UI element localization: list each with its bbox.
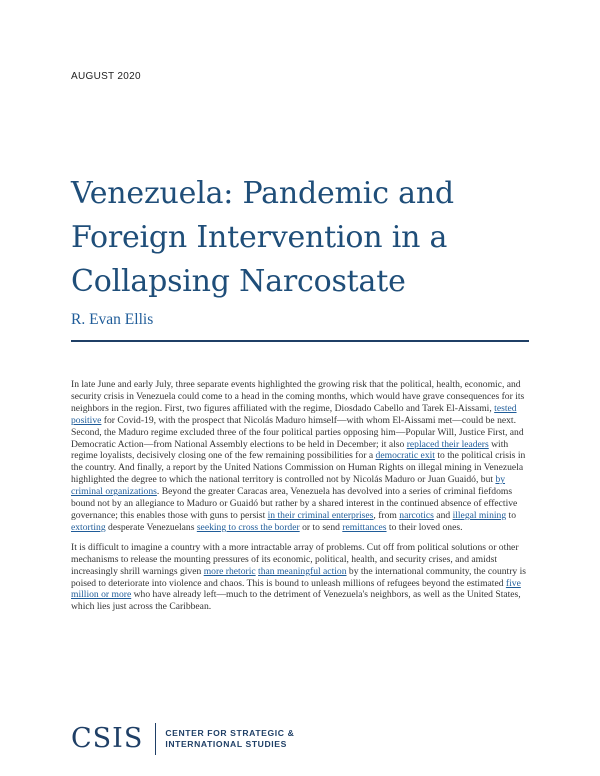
report-date: AUGUST 2020: [71, 71, 141, 82]
body-text: [71, 379, 529, 621]
inline-link[interactable]: more rhetoric: [203, 565, 256, 577]
csis-logo: CSIS: [71, 723, 144, 754]
footer: [71, 723, 294, 755]
title-line-2: Foreign Intervention in a: [71, 220, 448, 255]
inline-link[interactable]: illegal mining: [452, 509, 507, 521]
inline-link[interactable]: democratic exit: [375, 450, 435, 462]
inline-link[interactable]: remittances: [342, 521, 387, 533]
paragraph-text: to their loved ones.: [386, 521, 463, 533]
paragraph-text: desperate Venezuelans: [105, 521, 197, 533]
paragraph-text: , from: [373, 509, 400, 521]
organization-name-line-2: INTERNATIONAL STUDIES: [165, 739, 287, 749]
organization-name: [165, 728, 294, 751]
author-name: R. Evan Ellis: [71, 311, 154, 328]
paragraph-text: It is difficult to imagine a country with a more intractable array of problems. Cut off from political solutions or other mechanisms to release the mounting pressures of its economic, political, health, and security crises, and amidst increasingly shrill warnings given: [71, 541, 519, 577]
organization-name-line-1: CENTER FOR STRATEGIC &: [165, 727, 295, 738]
inline-link[interactable]: five million or more: [71, 577, 521, 601]
paragraph-text: to: [506, 509, 516, 521]
logo-divider: [155, 723, 156, 755]
inline-link[interactable]: seeking to cross the border: [196, 521, 300, 533]
paragraph-2: [71, 542, 529, 613]
paragraph-text: by the international community, the country is poised to deteriorate into violence and chaos. This is bound to unleash millions of refugees beyond the estimated: [71, 565, 526, 589]
paragraph-1: [71, 379, 529, 534]
inline-link[interactable]: narcotics: [399, 509, 434, 521]
paragraph-text: and: [433, 509, 453, 521]
inline-link[interactable]: by criminal organizations: [71, 474, 506, 498]
title-divider: [71, 340, 529, 342]
paragraph-text: to the political crisis in the country. And finally, a report by the United Nations Commission on Human Rights on illegal mining in Venezuela highlighted the degree to which the national territory is controlled not by Nicolás Maduro or Juan Guaidó, but: [71, 450, 526, 486]
title-line-3: Collapsing Narcostate: [71, 264, 406, 299]
report-title: [71, 172, 541, 304]
paragraph-text: In late June and early July, three separate events highlighted the growing risk that the political, health, economic, and security crisis in Venezuela could come to a head in the coming months, which would have grave consequences for its neighbors in the region. First, two figures affiliated with the regime, Diosdado Cabello and Tarek El-Aissami,: [71, 379, 525, 414]
paragraph-text: who have already left—much to the detriment of Venezuela's neighbors, as well as the United States, which lies just across the Caribbean.: [71, 589, 521, 613]
inline-link[interactable]: replaced their leaders: [406, 438, 489, 450]
paragraph-text: . Beyond the greater Caracas area, Venezuela has devolved into a series of criminal fiefdoms bound not by an allegiance to Maduro or Guaidó but rather by a shared interest in the continued absence of effective governance; this enables those with guns to persist: [71, 486, 518, 521]
inline-link[interactable]: tested positive: [71, 402, 517, 426]
paragraph-text: with regime loyalists, decisively closing one of the few remaining possibilities for a: [71, 438, 509, 462]
paragraph-text: for Covid-19, with the prospect that Nicolás Maduro himself—with whom El-Aissami met—could be next. Second, the Maduro regime excluded three of the four political parties opposing him—Popular Will, Justice First, and Democratic Action—from National Assembly elections to be held in December; it also: [71, 414, 524, 450]
inline-link[interactable]: in their criminal enterprises: [267, 509, 374, 521]
inline-link[interactable]: extorting: [71, 521, 106, 533]
title-line-1: Venezuela: Pandemic and: [71, 176, 454, 211]
inline-link[interactable]: than meaningful action: [258, 565, 347, 577]
paragraph-text: or to send: [299, 521, 343, 533]
